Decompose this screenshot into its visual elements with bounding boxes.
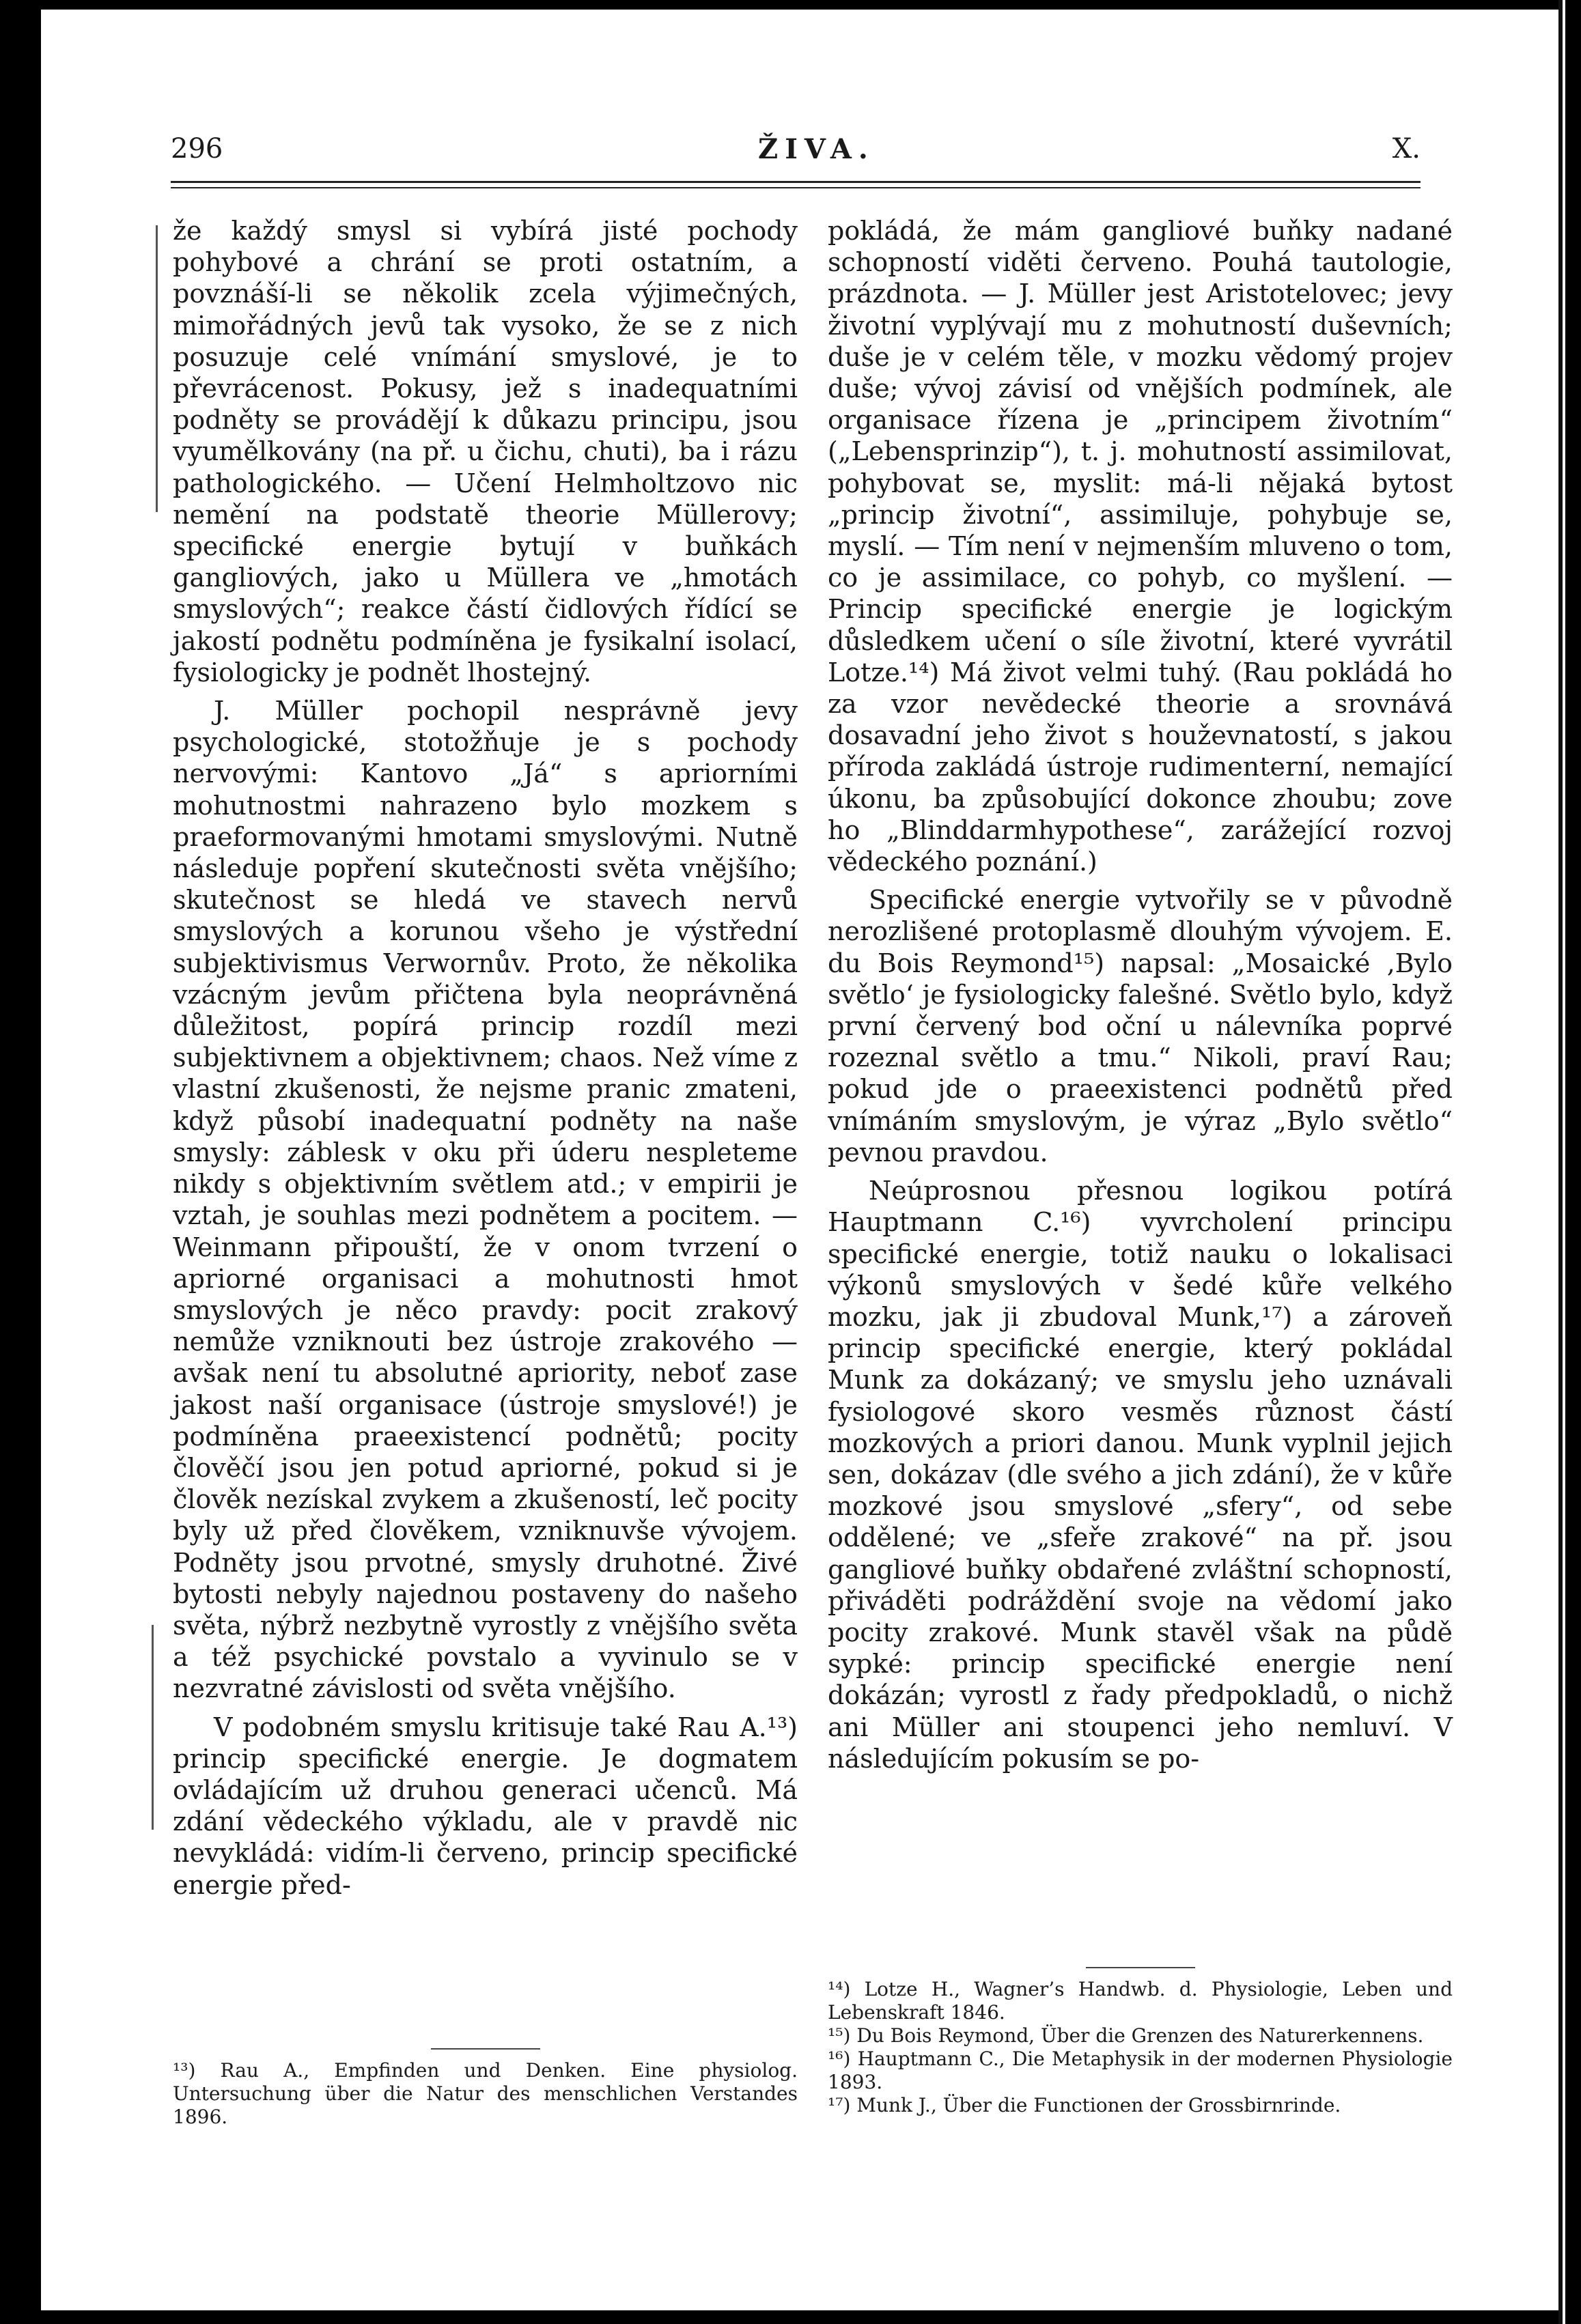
paragraph: J. Müller pochopil nesprávně jevy psychologické, stotožňuje je s pochody nervovými: Kantovo „Já“ s apriorními mohutnostmi nahrazeno bylo mozkem s praeformovanými hmotami smyslovými. Nutně následuje popření skutečnosti světa vnějšího; skutečnost se hledá ve stavech nervů smyslových a korunou všeho je výstřední subjektivismus Verwornův. Proto, že několika vzácným jevům přičtena byla neoprávněná důležitost, popírá princip rozdíl mezi subjektivnem a objektivnem; chaos. Než víme z vlastní zkušenosti, že nejsme pranic zmateni, když působí inadequatní podněty na naše smysly: záblesk v oku při úderu nespleteme nikdy s objektivním světlem atd.; v empirii je vztah, je souhlas mezi podnětem a pocitem. — Weinmann připouští, že v onom tvrzení o apriorné organisaci a mohutnosti hmot smyslových je něco pravdy: pocit zrakový nemůže vzniknouti bez ústroje zrakového — avšak není tu absolutné apriority, neboť zase jakost naší organisace (ústroje smyslové!) je podmíněna praeexistencí podnětů; pocity člověčí jsou jen potud apriorné, pokud si je člověk nezískal zvykem a zkušeností, leč pocity byly už před člověkem, vzniknuvše vývojem. Podněty jsou prvotné, smysly druhotné. Živé bytosti nebyly najednou postaveny do našeho světa, nýbrž nezbytně vyrostly z vnějšího světa a též psychické povstalo a vyvinulo se v nezvratné závislosti od světa vnějšího. bbox=[173, 696, 798, 1704]
right-column bbox=[828, 215, 1453, 1781]
footnote: ¹⁴) Lotze H., Wagner’s Handwb. d. Physiologie, Leben und Lebenskraft 1846. bbox=[828, 1978, 1453, 2024]
footnotes-left bbox=[173, 2048, 798, 2129]
pencil-margin-mark bbox=[156, 225, 158, 512]
footnote: ¹⁵) Du Bois Reymond, Über die Grenzen des Naturerkennens. bbox=[828, 2024, 1424, 2047]
page-number: 296 bbox=[171, 133, 223, 165]
paragraph: pokládá, že mám gangliové buňky nadané schopností viděti červeno. Pouhá tautologie, prázdnota. — J. Müller jest Aristotelovec; jevy životní vyplývají mu z mohutností duševních; duše je v celém těle, v mozku vědomý projev duše; vývoj závisí od vnějších podmínek, ale organisace řízena je „principem životním“ („Lebensprinzip“), t. j. mohutností assimilovat, pohybovat se, myslit: má-li nějaká bytost „princip životní“, assimiluje, pohybuje se, myslí. — Tím není v nejmenším mluveno o tom, co je assimilace, co pohyb, co myšlení. — Princip specifické energie je logickým důsledkem učení o síle životní, které vyvrátil Lotze.¹⁴) Má život velmi tuhý. (Rau pokládá ho za vzor nevědecké theorie a srovnává dosavadní jeho život s houževnatostí, s jakou příroda zakládá ústroje rudimenterní, nemající úkonu, ba způsobující dokonce zhoubu; zove ho „Blinddarmhypothese“, zarážející rozvoj vědeckého poznání.) bbox=[828, 216, 1453, 877]
footnote: ¹³) Rau A., Empfinden und Denken. Eine physiolog. Untersuchung über die Natur des menschlichen Verstandes 1896. bbox=[173, 2059, 798, 2128]
paragraph: že každý smysl si vybírá jisté pochody pohybové a chrání se proti ostatním, a povznáší-li se několik zcela výjimečných, mimořádných jevů tak vysoko, že se z nich posuzuje celé vnímání smyslové, je to převrácenost. Pokusy, jež s inadequatními podněty se provádějí k důkazu principu, jsou vyumělkovány (na př. u čichu, chuti), ba i rázu pathologického. — Učení Helmholtzovo nic nemění na podstatě theorie Müllerovy; specifické energie bytují v buňkách gangliových, jako u Müllera ve „hmotách smyslových“; reakce částí čidlových řídící se jakostí podnětu podmíněna je fysikalní isolací, fysiologicky je podnět lhostejný. bbox=[173, 216, 798, 688]
volume-number: X. bbox=[1392, 133, 1421, 165]
running-header bbox=[171, 133, 1421, 174]
journal-title: ŽIVA. bbox=[758, 133, 875, 165]
left-column bbox=[173, 215, 798, 1908]
book-spine-edge bbox=[1558, 0, 1581, 2324]
header-rule bbox=[171, 181, 1421, 188]
footnotes-right bbox=[828, 1967, 1453, 2117]
footnote-rule bbox=[431, 2048, 540, 2050]
footnote-rule bbox=[1086, 1967, 1195, 1968]
footnote: ¹⁶) Hauptmann C., Die Metaphysik in der modernen Physiologie 1893. bbox=[828, 2047, 1453, 2093]
paragraph: Neúprosnou přesnou logikou potírá Hauptmann C.¹⁶) vyvrcholení principu specifické energie, totiž nauku o lokalisaci výkonů smyslových v šedé kůře velkého mozku, jak ji zbudoval Munk,¹⁷) a zároveň princip specifické energie, který pokládal Munk za dokázaný; ve smyslu jeho uznávali fysiologové skoro vesměs různost částí mozkových a priori danou. Munk vyplnil jejich sen, dokázav (dle svého a jich zdání), že v kůře mozkové jsou smyslové „sfery“, od sebe oddělené; ve „sfeře zrakové“ na př. jsou gangliové buňky obdařené zvláštní schopností, přiváděti podráždění svoje na vědomí jako pocity zrakové. Munk stavěl však na půdě sypké: princip specifické energie není dokázán; vyrostl z řady předpokladů, o nichž ani Müller ani stoupenci jeho nemluví. V následujícím pokusím se po- bbox=[828, 1176, 1453, 1774]
paragraph: Specifické energie vytvořily se v původně nerozlišené protoplasmě dlouhým vývojem. E. du Bois Reymond¹⁵) napsal: „Mosaické ‚Bylo světlo‘ je fysiologicky falešné. Světlo bylo, když první červený bod oční u nálevníka poprvé rozeznal světlo a tmu.“ Nikoli, praví Rau; pokud jde o praeexistenci podnětů před vnímáním smyslovým, je výraz „Bylo světlo“ pevnou pravdou. bbox=[828, 885, 1453, 1167]
footnote: ¹⁷) Munk J., Über die Functionen der Grossbirnrinde. bbox=[828, 2094, 1341, 2116]
pencil-margin-mark bbox=[152, 1625, 154, 1830]
paragraph: V podobném smyslu kritisuje také Rau A.¹³) princip specifické energie. Je dogmatem ovládajícím už druhou generaci učenců. Má zdání vědeckého výkladu, ale v pravdě nic nevykládá: vidím-li červeno, princip specifické energie před- bbox=[173, 1712, 798, 1900]
